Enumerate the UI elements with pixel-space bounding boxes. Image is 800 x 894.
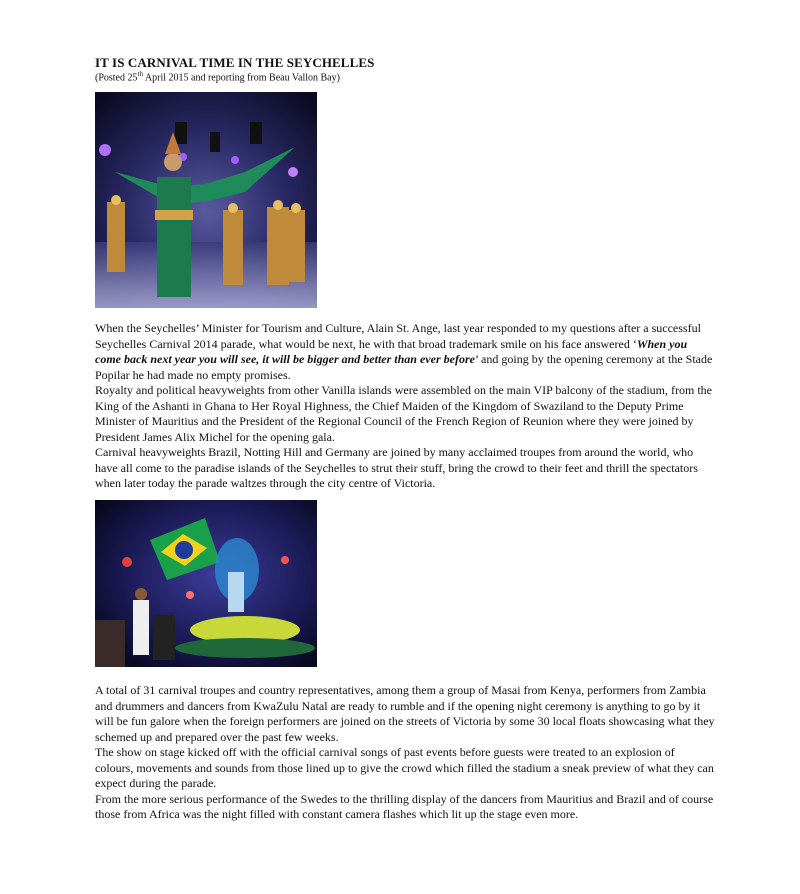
photo-brazil-performers xyxy=(95,500,317,667)
paragraph-text: ’ and going by the opening ceremony at the Stade Popilar he had made no empty promises. xyxy=(95,352,713,382)
posted-prefix: (Posted 25 xyxy=(95,72,138,84)
paragraph xyxy=(95,321,715,383)
minister-quote: When you come back next year you will see, it will be bigger and better than ever before xyxy=(95,336,688,366)
posted-line xyxy=(95,70,340,83)
posted-ordinal: th xyxy=(137,70,143,78)
paragraph: Carnival heavyweights Brazil, Notting Hill and Germany are joined by many acclaimed troupes from around the world, who have all come to the paradise islands of the Seychelles to strut their stuff, bring the crowd to their feet and thrill the spectators when later today the parade waltzes through the city centre of Victoria. xyxy=(95,445,698,490)
article-block-1 xyxy=(95,321,715,492)
posted-suffix: April 2015 and reporting from Beau Vallon Bay) xyxy=(142,72,340,84)
paragraph-text: When the Seychelles’ Minister for Tourism and Culture, Alain St. Ange, last year responded to my questions after a successful Seychelles Carnival 2014 parade, what would be next, he with that broad trademark smile on his face answered ‘ xyxy=(95,321,701,351)
paragraph: A total of 31 carnival troupes and country representatives, among them a group of Masai from Kenya, performers from Zambia and drummers and dancers from KwaZulu Natal are ready to rumble and if the opening night ceremony is anything to go by it will be fun galore when the foreign performers are joined on the streets of Victoria by some 30 local floats showcasing what they schemed up and prepared over the past few weeks. xyxy=(95,683,715,744)
paragraph: From the more serious performance of the Swedes to the thrilling display of the dancers from Mauritius and Brazil and of course those from Africa was the night filled with constant camera flashes which lit up the stage even more. xyxy=(95,791,714,821)
photo-green-dancer-image xyxy=(95,92,317,308)
article-title: IT IS CARNIVAL TIME IN THE SEYCHELLES xyxy=(95,55,375,70)
photo-green-dancer xyxy=(95,92,317,308)
photo-brazil-performers-image xyxy=(95,500,317,667)
paragraph: Royalty and political heavyweights from other Vanilla islands were assembled on the main VIP balcony of the stadium, from the King of the Ashanti in Ghana to Her Royal Highness, the Chief Maiden of the Kingdom of Swaziland to the Deputy Prime Minister of Mauritius and the President of the Regional Council of the French Region of Reunion where they were joined by President James Alix Michel for the opening gala. xyxy=(95,383,712,444)
article-block-2 xyxy=(95,683,715,823)
paragraph: The show on stage kicked off with the official carnival songs of past events before guests were treated to an explosion of colours, movements and sounds from those lined up to give the crowd which filled the stadium a sneak preview of what they can expect during the parade. xyxy=(95,745,714,790)
